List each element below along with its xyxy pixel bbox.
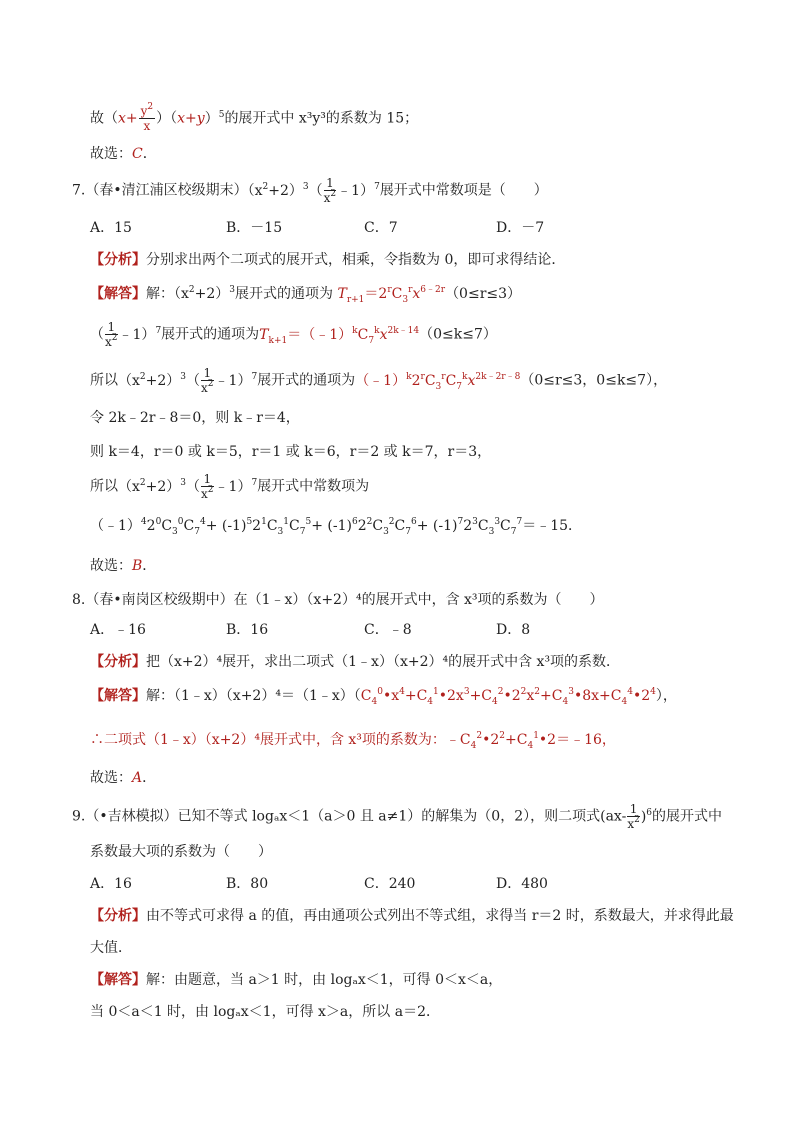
q8-conclusion: ∴二项式（1﹣x）（x+2）⁴展开式中，含 x³项的系数为：$﹣C_4^2•2^2+C_4^1•2=﹣16$， <box>90 731 616 751</box>
q7-option-b: B．－15 <box>226 220 283 236</box>
q9-option-d: D．480 <box>496 876 548 892</box>
q9-analysis-line2: 大值． <box>90 940 132 956</box>
q8-option-d: D．8 <box>496 622 531 638</box>
q7-solution-line6: 所以$(x^2+2)^3$（ $\frac{1}{x^2}$ ﹣1）$^7$展开式中常数项为 <box>90 472 370 501</box>
q7-solution-line1: 【解答】解：$(x^2+2)^3$展开式的通项为 $T_{r+1}=2^rC_3^rx^{6﹣2r}(0\le r\le 3)$ <box>90 285 522 305</box>
q7-stem: 7.（春•清江浦区校级期末）$(x^2+2)^3$（ $\frac{1}{x^2}$ ﹣1）$^7$展开式中常数项是（ ） <box>72 176 548 205</box>
q7-option-d: D．－7 <box>496 220 545 236</box>
q9-stem-line2: 系数最大项的系数为（ ） <box>90 844 272 860</box>
q9-analysis-line1: 【分析】由不等式可求得 a 的值，再由通项公式列出不等式组，求得当 r＝2 时，系数最大，并求得此最 <box>90 908 734 924</box>
q9-solution-line2: 当 0＜a＜1 时，由 logₐx＜1，可得 x＞a，所以 a＝2． <box>90 1004 440 1020</box>
q8-option-b: B．16 <box>226 622 269 638</box>
q9-option-c: C．240 <box>364 876 416 892</box>
q7-solution-line5: 则 k＝4，r＝0 或 k＝5，r＝1 或 k＝6，r＝2 或 k＝7，r＝3， <box>90 444 492 460</box>
q7-solution-line2: （ $\frac{1}{x^2}$ ﹣1）$^7$展开式的通项为$T_{k+1}=(﹣1)^kC_7^kx^{2k﹣14}(0\le k\le 7)$ <box>90 320 497 349</box>
q6-conclusion-text: 的展开式中 x³y³的系数为 15； <box>224 110 419 127</box>
q8-answer: 故选：A． <box>90 770 157 786</box>
q9-option-b: B．80 <box>226 876 269 892</box>
q7-solution-line3: 所以$(x^2+2)^3$（ $\frac{1}{x^2}$ ﹣1）$^7$展开式的通项为$(﹣1)^k2^rC_3^rC_7^kx^{2k﹣2r﹣8}(0\le r\le 3$，0≤k≤7）， <box>90 366 668 395</box>
q8-solution: 【解答】解：$(1﹣x)(x+2)^4=(1﹣x)(C_4^0•x^4+C_4^1•2x^3+C_4^2•2^2x^2+C_4^3•8x+C_4^4•2^4)$， <box>90 687 677 707</box>
q8-option-a: A．﹣16 <box>90 622 146 638</box>
q9-option-a: A．16 <box>90 876 132 892</box>
q8-analysis: 【分析】把（x+2）⁴展开，求出二项式（1﹣x）（x+2）⁴的展开式中含 x³项的系数． <box>90 654 621 670</box>
q9-solution-line1: 【解答】解：由题意，当 a＞1 时，由 logₐx＜1，可得 0＜x＜a， <box>90 972 503 988</box>
q6-answer: 故选：C． <box>90 146 157 162</box>
q9-stem: 9.（•吉林模拟）已知不等式 logₐx＜1（a＞0 且 a≠1）的解集为（0，2），则二项式(ax- $\frac{1}{x^2}$ )$^6$的展开式中 <box>72 802 723 831</box>
q7-analysis: 【分析】分别求出两个二项式的展开式，相乘，令指数为 0，即可求得结论． <box>90 252 566 268</box>
q8-option-c: C．﹣8 <box>364 622 412 638</box>
q6-conclusion-line: 故（x+ $\frac{y^2}{x}$ ）$(x+y)^5$的展开式中 x³y³的系数为 15； <box>90 102 419 133</box>
q7-option-c: C．7 <box>364 220 398 236</box>
q7-answer: 故选：B． <box>90 558 157 574</box>
q7-solution-line4: 令 2k﹣2r﹣8＝0，则 k﹣r＝4， <box>90 410 300 426</box>
q7-solution-line7: $(﹣1)^42^0C_3^0C_7^4+ (-1)^52^1C_3^1C_7^5+ (-1)^62^2C_3^2C_7^6+$ $(-1)^72^3C_3^3C_7^7=﹣15$． <box>90 517 583 537</box>
q8-stem: 8.（春•南岗区校级期中）在（1﹣x）（x+2）⁴的展开式中，含 x³项的系数为（ ） <box>72 592 604 608</box>
q7-option-a: A．15 <box>90 220 132 236</box>
